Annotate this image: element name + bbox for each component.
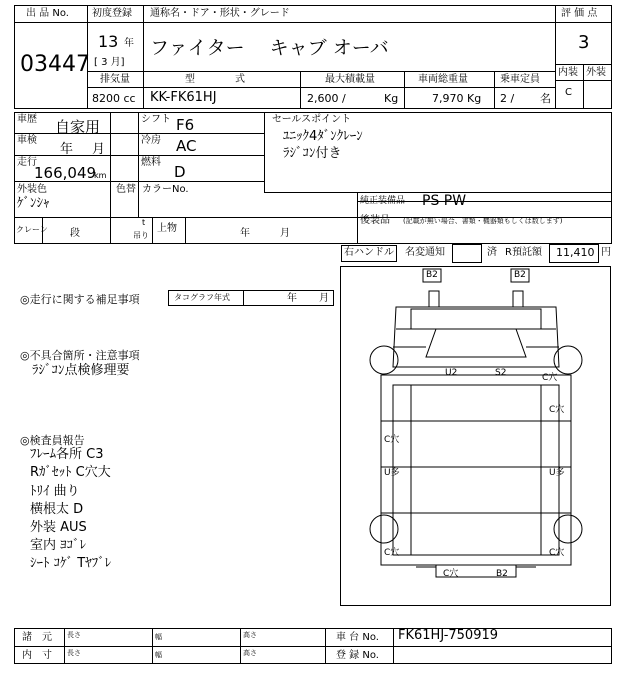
c-hole-3: C穴 [384, 435, 400, 445]
u2-mark: U2 [445, 368, 458, 378]
chassis-label: 車 台 No. [336, 632, 379, 643]
equipment-label: 純正装備品 [360, 196, 406, 206]
load: 2,600 / [307, 92, 346, 105]
fuel: D [174, 163, 186, 181]
crane-hang: 吊り [133, 231, 149, 240]
inspection-label: 車検 [17, 135, 37, 146]
hyphen-label: 済 [487, 247, 497, 258]
sales-point-2: ﾗｼﾞｺﾝ付き [283, 146, 342, 161]
defect-1: ﾗｼﾞｺﾝ点検修理要 [32, 363, 130, 378]
fuel-label: 燃料 [141, 157, 161, 168]
year-unit: 年 [124, 38, 134, 49]
aftermarket-label: 後装品 [360, 215, 390, 226]
overall-grade: 3 [578, 32, 590, 53]
truck-diagram [341, 267, 612, 607]
deposit: 11,410 [556, 246, 595, 259]
tacho-label: タコグラフ年式 [174, 293, 230, 302]
inspector-1: ﾌﾚｰﾑ各所 C3 [30, 447, 104, 462]
color-no-label-2: カラーNo. [142, 184, 189, 195]
displacement: 8200 cc [92, 92, 136, 105]
inspector-5: 外装 AUS [30, 520, 87, 535]
yen: 円 [601, 247, 611, 258]
name-label: 通称名・ドア・形状・グレード [150, 8, 290, 19]
c-hole-2: C穴 [549, 405, 565, 415]
name-change-label: 名変通知 [405, 247, 445, 258]
width-label-2: 幅 [155, 651, 162, 659]
displacement-label: 排気量 [100, 74, 130, 85]
sales-point-label: セールスポイント [272, 114, 352, 125]
history: 自家用 [55, 118, 101, 136]
r-label: R預託額 [505, 247, 542, 258]
chassis-no: FK61HJ-750919 [398, 628, 499, 643]
lot-no: 03447 [20, 52, 90, 77]
crane-month: 月 [280, 228, 290, 239]
first-reg-label: 初度登録 [92, 8, 132, 19]
inspector-6: 室内 ﾖｺﾞﾚ [30, 538, 87, 553]
lot-no-label: 出 品 No. [26, 8, 69, 19]
length-label-2: 長さ [67, 649, 81, 657]
driving-title: ◎走行に関する補足事項 [20, 293, 140, 306]
shift: F6 [176, 116, 195, 134]
s2-mark: S2 [495, 368, 507, 378]
exterior-label: 外装 [586, 67, 606, 78]
c-hole-5: C穴 [549, 548, 565, 558]
inspector-7: ｼｰﾄ ｺｹﾞ Tﾔﾌﾞﾚ [30, 556, 112, 571]
rhd: 右ハンドル [344, 247, 394, 258]
first-reg-month: [ 3 月] [94, 57, 125, 68]
gross: 7,970 Kg [432, 92, 482, 105]
c-hole-bottom: C穴 [443, 569, 459, 579]
gross-label: 車両総重量 [418, 74, 468, 85]
equipment: PS PW [422, 193, 467, 209]
b2-bottom: B2 [496, 569, 508, 579]
damage-diagram-frame [340, 266, 611, 606]
crane-up-label: 上物 [157, 223, 177, 234]
dims-label: 諸 元 [22, 632, 52, 643]
inspector-2: Rｶﾞｾｯﾄ C穴大 [30, 465, 111, 480]
model: KK-FK61HJ [150, 90, 217, 105]
interior-grade: C [565, 87, 572, 98]
crane-label: クレーン [16, 225, 48, 234]
height-label: 高さ [243, 631, 257, 639]
first-reg-year: 13 [98, 32, 119, 51]
shift-label: シフト [141, 114, 171, 125]
length-label: 長さ [67, 631, 81, 639]
name-change-box [452, 244, 482, 263]
color-label: 外装色 [17, 184, 47, 195]
mileage: 166,049 [34, 164, 97, 182]
inspector-4: 横根太 D [30, 502, 84, 517]
u-many-left: U多 [384, 468, 400, 478]
model-label: 型 式 [185, 74, 245, 85]
grade-label: 評 価 点 [561, 8, 598, 19]
tacho-month: 月 [319, 293, 329, 304]
capacity: 2 / [500, 92, 515, 105]
sales-point-1: ﾕﾆｯｸ4ﾀﾞﾝｸﾚｰﾝ [283, 129, 363, 144]
load-label: 最大積載量 [325, 74, 375, 85]
interior-label: 内装 [558, 67, 578, 78]
capacity-label: 乗車定員 [500, 74, 540, 85]
b2-left: B2 [426, 270, 438, 280]
b2-right: B2 [514, 270, 526, 280]
height-label-2: 高さ [243, 649, 257, 657]
ac-label: 冷房 [141, 135, 161, 146]
inspector-3: ﾄﾘｲ 曲り [30, 484, 80, 499]
ac: AC [176, 137, 197, 155]
car-name: ファイター キャブ オーバ [150, 37, 389, 59]
reg-label: 登 録 No. [336, 650, 379, 661]
capacity-unit: 名 [540, 92, 551, 105]
c-hole-1: C穴 [542, 373, 558, 383]
tacho-year: 年 [287, 293, 297, 304]
aftermarket-note: (記載が無い場合、書類・機器類もしくは数します) [403, 217, 563, 225]
defects-title: ◎不具合箇所・注意事項 [20, 349, 140, 362]
inspection-month: 月 [92, 142, 106, 157]
crane-stage: 段 [70, 228, 80, 239]
u-many-right: U多 [549, 468, 565, 478]
crane-year: 年 [240, 228, 250, 239]
inspector-title: ◎検査員報告 [20, 434, 85, 447]
mileage-unit: km [94, 171, 107, 180]
color: ｹﾞﾝｼｬ [17, 196, 50, 211]
crane-t: t [142, 218, 146, 227]
color-no-label: 色替 [116, 184, 136, 195]
history-label: 車歴 [17, 114, 37, 125]
load-unit: Kg [384, 92, 399, 105]
mileage-label: 走行 [17, 157, 37, 168]
c-hole-4: C穴 [384, 548, 400, 558]
inspection-year: 年 [60, 142, 74, 157]
interior-dims-label: 内 寸 [22, 650, 52, 661]
width-label: 幅 [155, 633, 162, 641]
